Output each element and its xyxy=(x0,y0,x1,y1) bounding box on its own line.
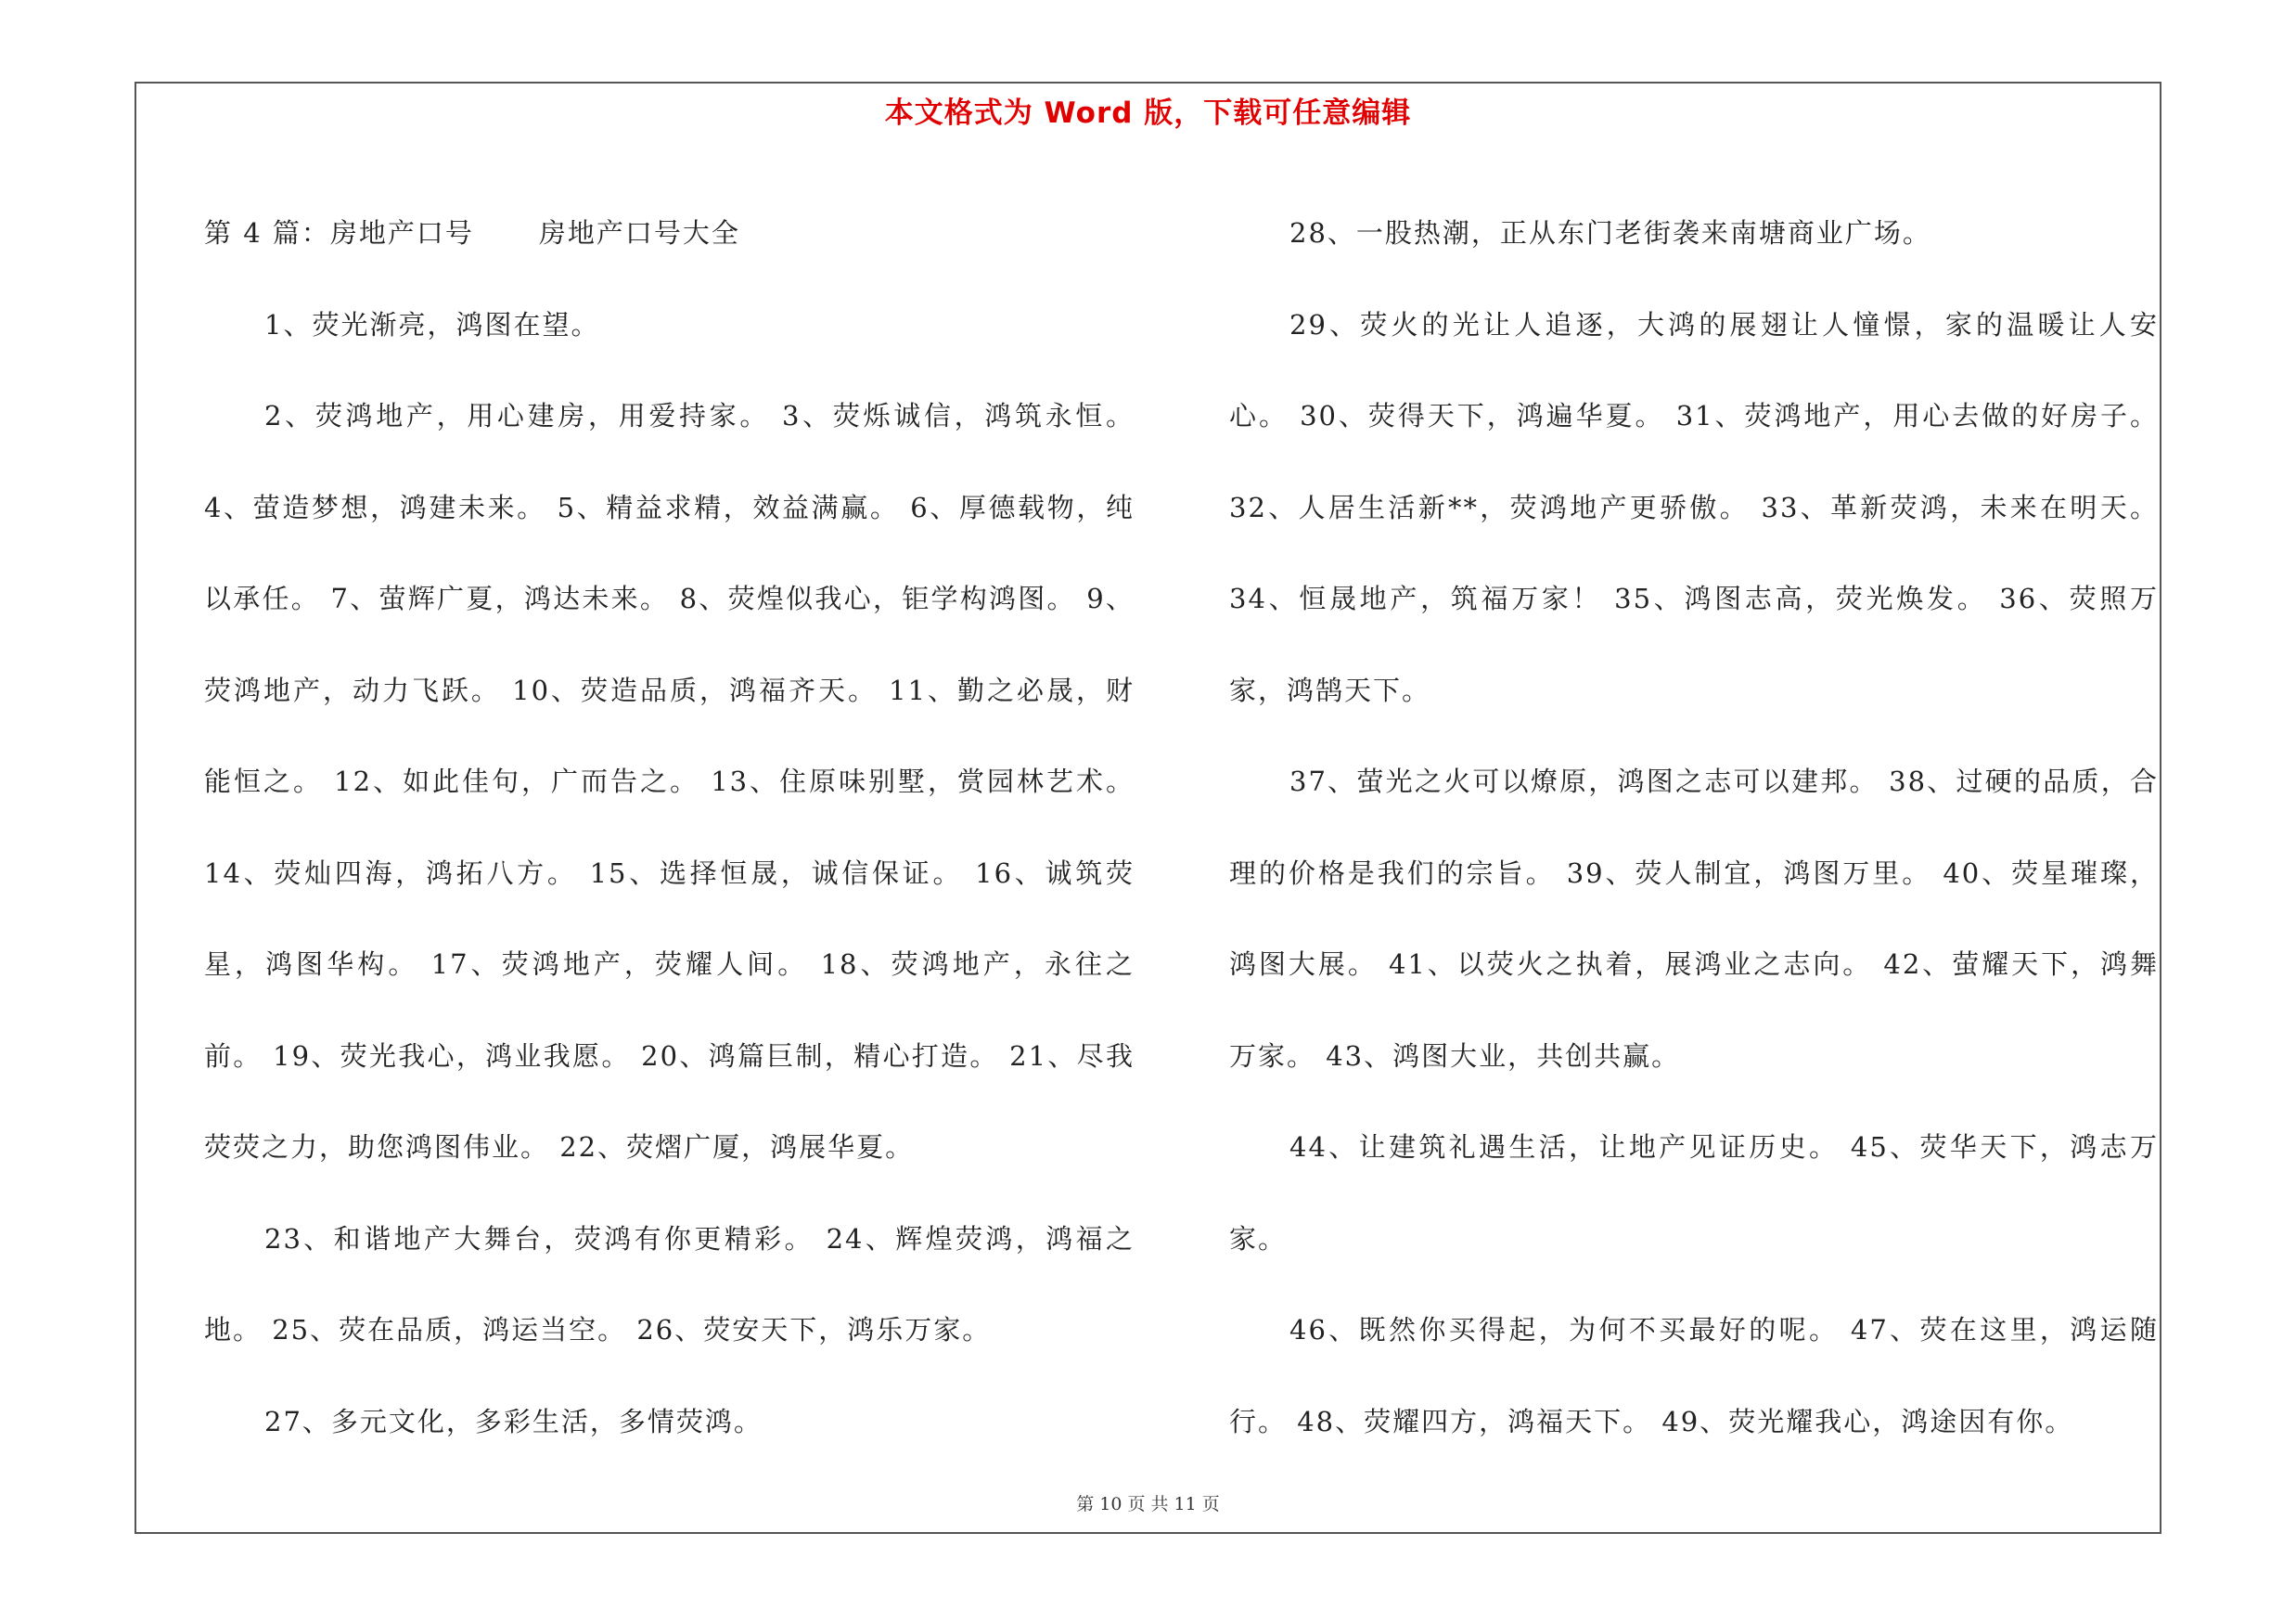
page-number-footer: 第 10 页 共 11 页 xyxy=(1076,1494,1220,1514)
slogan-paragraph: 23、和谐地产大舞台，荧鸿有你更精彩。 24、辉煌荧鸿，鸿福之地。 25、荧在品质，鸿运当空。 26、荧安天下，鸿乐万家。 xyxy=(204,1222,1135,1346)
slogan-paragraph: 37、萤光之火可以燎原，鸿图之志可以建邦。 38、过硬的品质，合理的价格是我们的宗旨。 39、荧人制宜，鸿图万里。 40、荧星璀璨，鸿图大展。 41、以荧火之执着，展鸿业之志向。 42、萤耀天下，鸿舞万家。 43、鸿图大业，共创共赢。 xyxy=(1229,766,2159,1072)
slogan-paragraph: 44、让建筑礼遇生活，让地产见证历史。 45、荧华天下，鸿志万家。 xyxy=(1229,1131,2159,1255)
slogan-paragraph: 1、荧光渐亮，鸿图在望。 xyxy=(264,308,600,341)
slogan-paragraph: 46、既然你买得起，为何不买最好的呢。 47、荧在这里，鸿运随行。 48、荧耀四方，鸿福天下。 49、荧光耀我心，鸿途因有你。 xyxy=(1229,1314,2159,1437)
slogan-paragraph: 28、一股热潮，正从东门老街袭来南塘商业广场。 xyxy=(1289,217,1931,249)
right-column xyxy=(1229,187,2159,1467)
slogan-paragraph: 27、多元文化，多彩生活，多情荧鸿。 xyxy=(264,1405,763,1437)
left-column xyxy=(204,187,1135,1467)
heading-subtitle: 房地产口号大全 xyxy=(538,217,740,249)
slogan-paragraph: 29、荧火的光让人追逐，大鸿的展翅让人憧憬，家的温暖让人安心。 30、荧得天下，鸿遍华夏。 31、荧鸿地产，用心去做的好房子。 32、人居生活新**，荧鸿地产更骄傲。 33、革新荧鸿，未来在明天。 34、恒晟地产，筑福万家！ 35、鸿图志高，荧光焕发。 36、荧照万家，鸿鹄天下。 xyxy=(1229,308,2159,706)
section-heading xyxy=(204,187,1135,279)
format-notice-banner: 本文格式为 Word 版，下载可任意编辑 xyxy=(884,97,1412,130)
heading-part: 第 4 篇：房地产口号 xyxy=(204,217,474,249)
slogan-paragraph: 2、荧鸿地产，用心建房，用爱持家。 3、荧烁诚信，鸿筑永恒。 4、萤造梦想，鸿建未来。 5、精益求精，效益满赢。 6、厚德载物，纯以承任。 7、萤辉广夏，鸿达未来。 8、荧煌似我心，钜学构鸿图。 9、荧鸿地产，动力飞跃。 10、荧造品质，鸿福齐天。 11、勤之必晟，财能恒之。 12、如此佳句，广而告之。 13、住原味别墅，赏园林艺术。 14、荧灿四海，鸿拓八方。 15、选择恒晟，诚信保证。 16、诚筑荧星，鸿图华构。 17、荧鸿地产，荧耀人间。 18、荧鸿地产，永往之前。 19、荧光我心，鸿业我愿。 20、鸿篇巨制，精心打造。 21、尽我荧荧之力，助您鸿图伟业。 22、荧熠广厦，鸿展华夏。 xyxy=(204,400,1135,1163)
